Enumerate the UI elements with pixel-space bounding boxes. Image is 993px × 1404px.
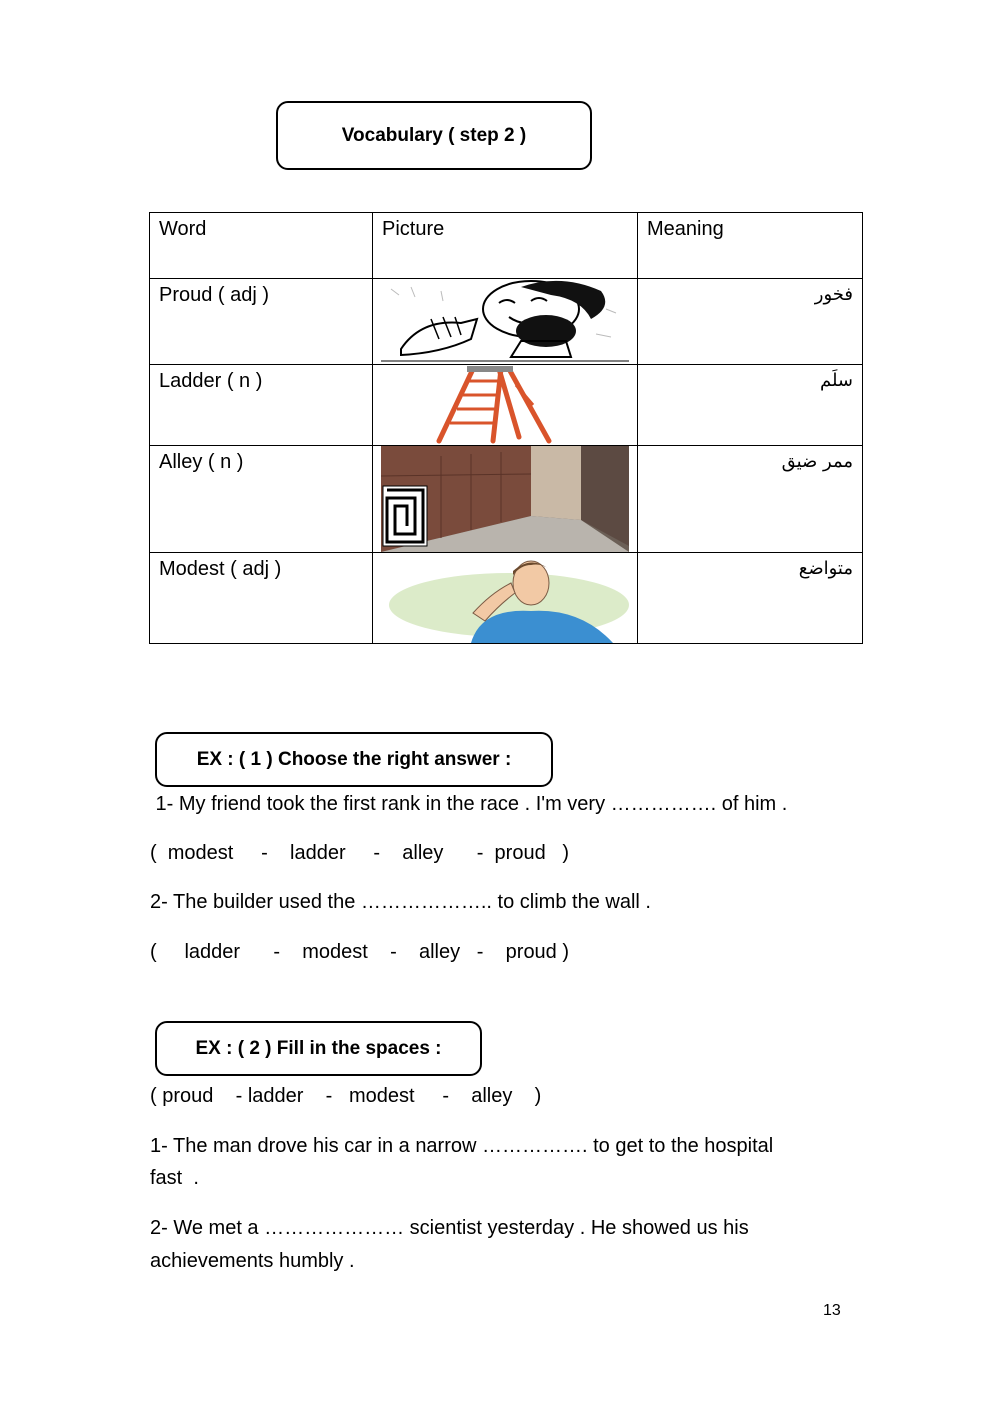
meaning-cell: متواضع xyxy=(638,553,863,644)
picture-cell xyxy=(373,365,638,446)
table-row xyxy=(150,553,863,644)
exercise-1-heading-box xyxy=(155,732,553,787)
exercise-2-word-bank: ( proud - ladder - modest - alley ) xyxy=(150,1085,542,1107)
exercise-2-question-2-line-2: achievements humbly . xyxy=(150,1250,355,1272)
meaning-cell: ممر ضيق xyxy=(638,446,863,553)
table-row xyxy=(150,279,863,365)
header-word: Word xyxy=(150,213,373,279)
exercise-2-question-2-line-1: 2- We met a ………………… scientist yesterday . He showed us his xyxy=(150,1217,749,1239)
meaning-cell: فخور xyxy=(638,279,863,365)
header-picture: Picture xyxy=(373,213,638,279)
exercise-2-heading-box xyxy=(155,1021,482,1076)
exercise-1-heading: EX : ( 1 ) Choose the right answer : xyxy=(196,748,512,770)
vocabulary-title-box xyxy=(276,101,592,170)
word-cell: Proud ( adj ) xyxy=(150,279,373,365)
exercise-1-question-2-options: ( ladder - modest - alley - proud ) xyxy=(150,941,570,963)
header-meaning: Meaning xyxy=(638,213,863,279)
vocabulary-title: Vocabulary ( step 2 ) xyxy=(341,124,527,146)
exercise-1-question-1: 1- My friend took the first rank in the race . I'm very ……………. of him . xyxy=(150,793,788,815)
table-row xyxy=(150,446,863,553)
word-cell: Alley ( n ) xyxy=(150,446,373,553)
word-cell: Modest ( adj ) xyxy=(150,553,373,644)
meaning-cell: سلَم xyxy=(638,365,863,446)
page-number: 13 xyxy=(823,1302,841,1319)
exercise-2-heading: EX : ( 2 ) Fill in the spaces : xyxy=(195,1037,442,1059)
alley-photo xyxy=(381,446,629,552)
exercise-2-question-1-line-1: 1- The man drove his car in a narrow ……………. to get to the hospital xyxy=(150,1135,774,1157)
proud-person-illustration xyxy=(381,279,629,363)
picture-cell xyxy=(373,446,638,553)
exercise-1-question-1-options: ( modest - ladder - alley - proud ) xyxy=(150,842,570,864)
table-header-row xyxy=(150,213,863,279)
picture-cell xyxy=(373,279,638,365)
table-row xyxy=(150,365,863,446)
picture-cell xyxy=(373,553,638,644)
ladder-illustration xyxy=(381,365,629,445)
vocabulary-table xyxy=(149,212,863,644)
word-cell: Ladder ( n ) xyxy=(150,365,373,446)
exercise-1-question-2: 2- The builder used the ……………….. to climb the wall . xyxy=(150,891,651,913)
modest-person-illustration xyxy=(381,553,637,643)
exercise-2-question-1-line-2: fast . xyxy=(150,1167,199,1189)
